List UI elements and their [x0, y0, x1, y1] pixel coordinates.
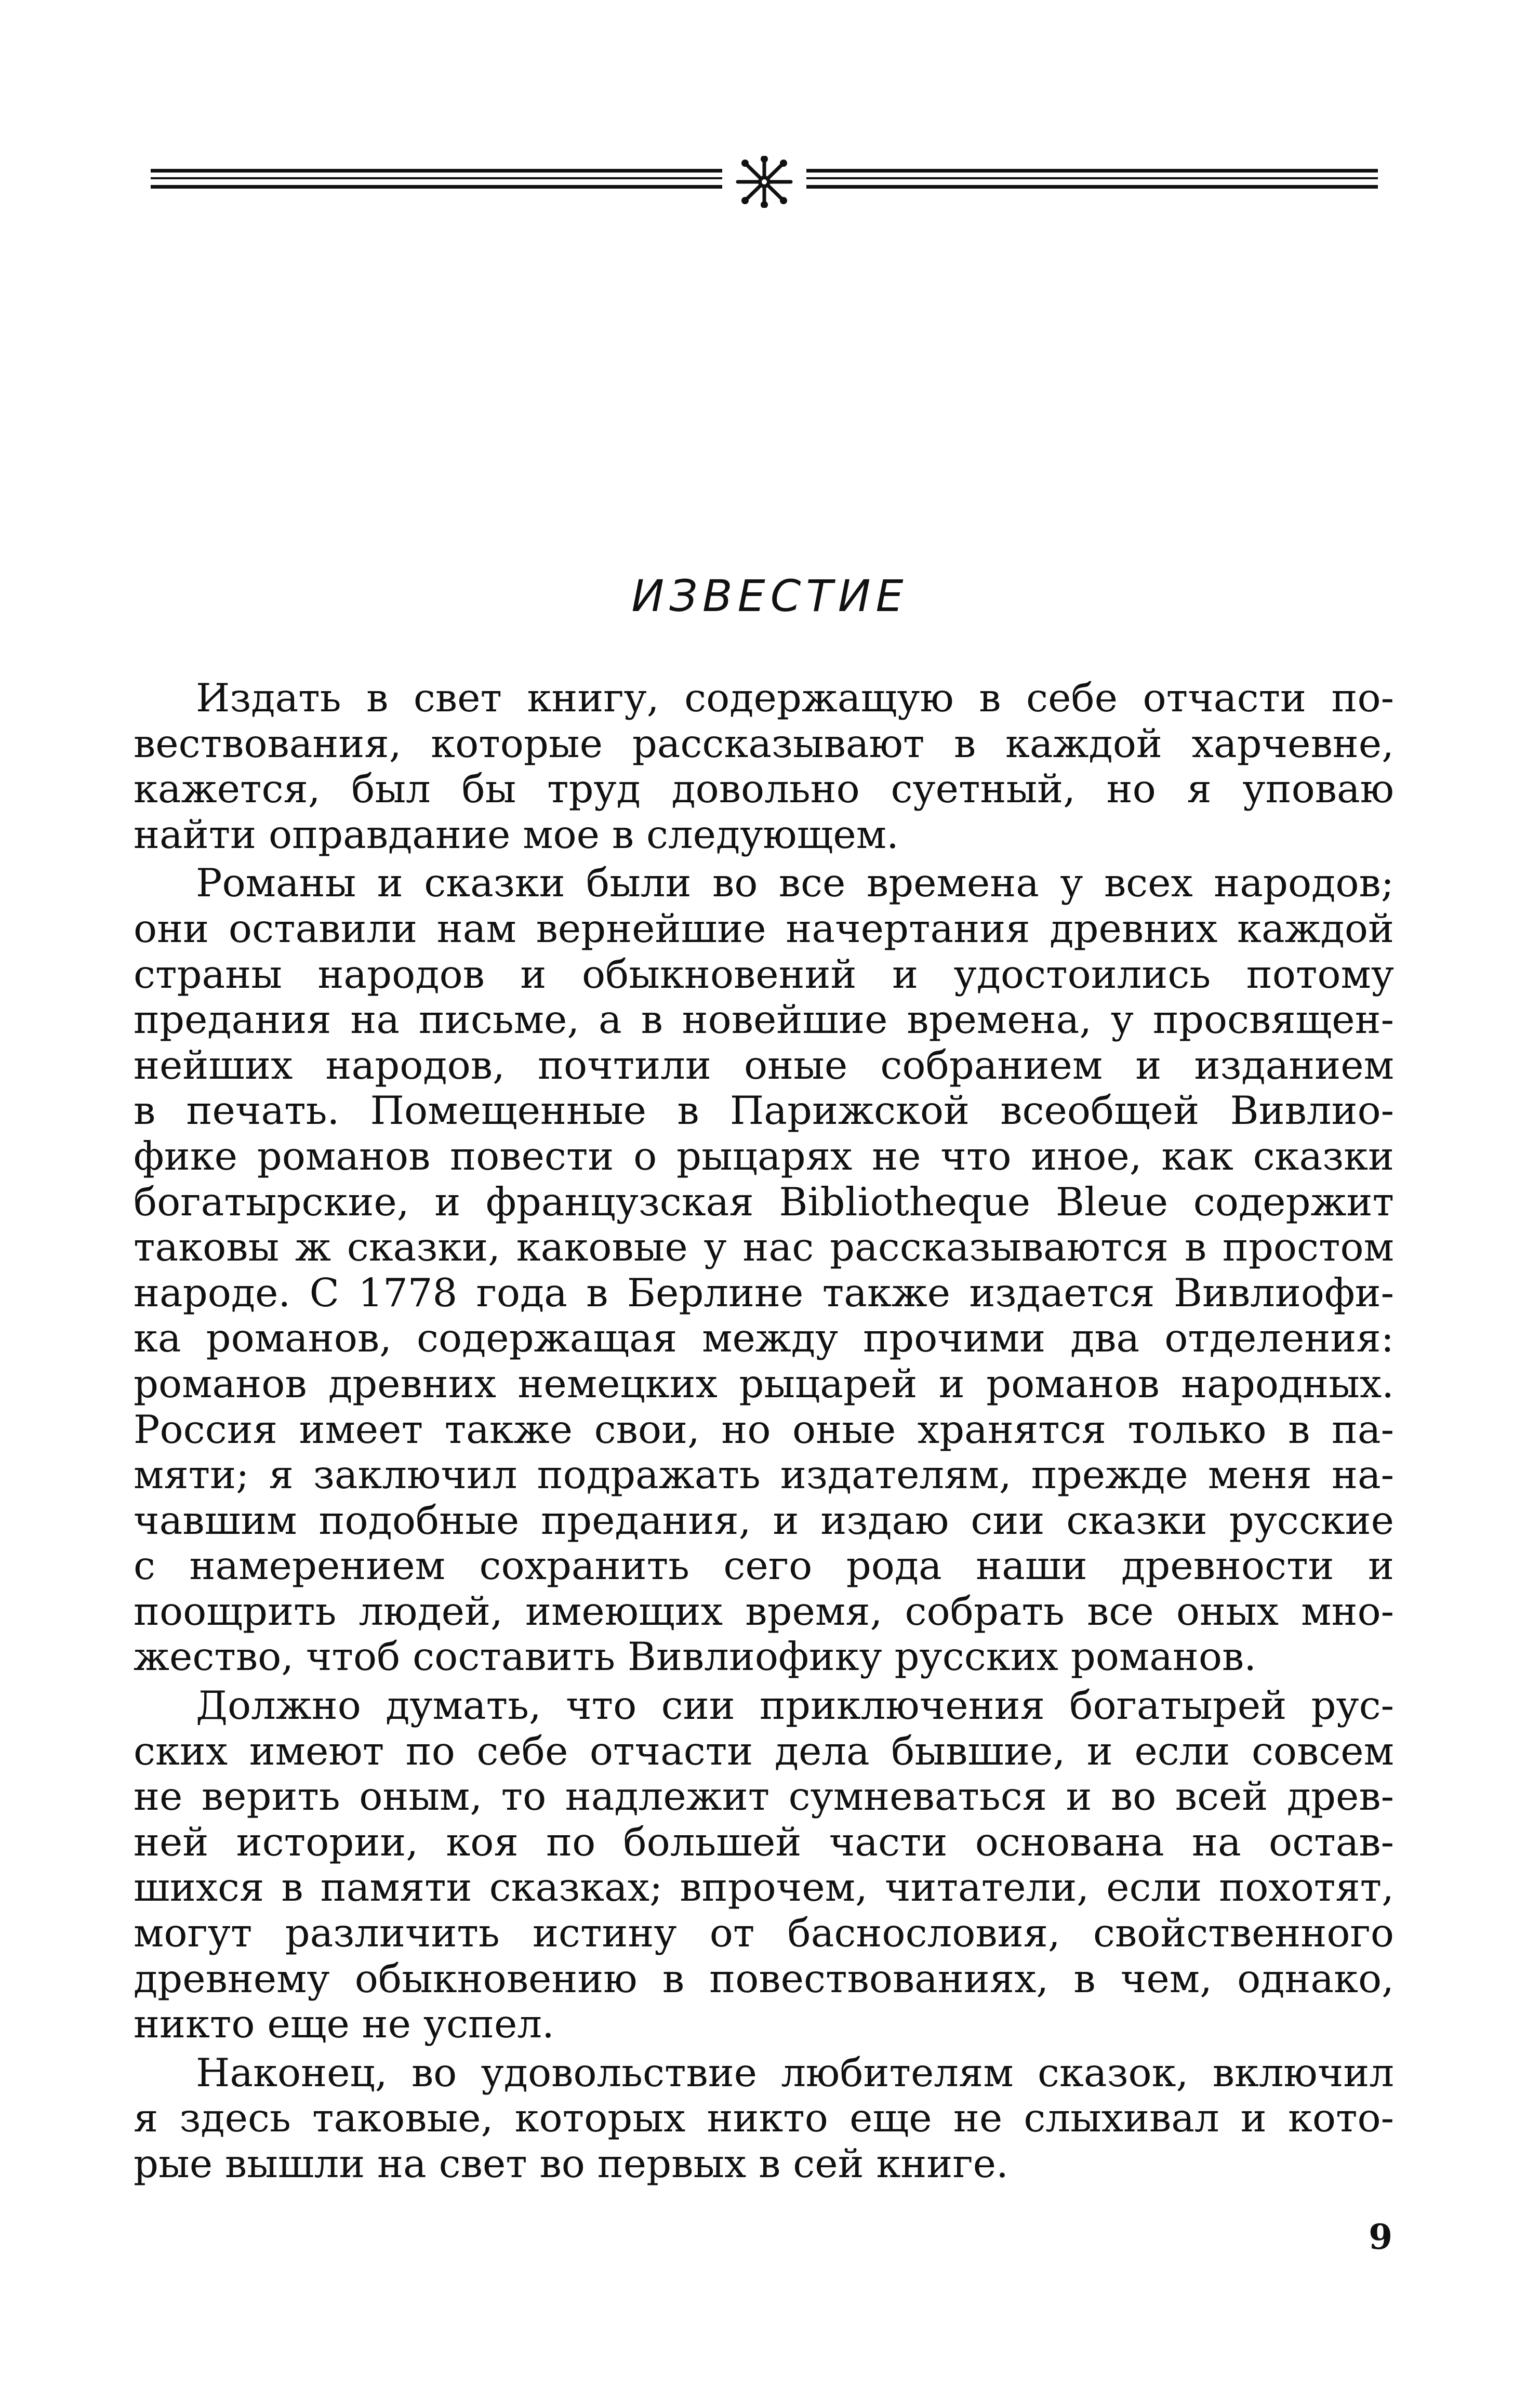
text-line: поощрить людей, имеющих время, собрать все оных мно- [134, 1588, 1394, 1634]
text-line: народе. С 1778 года в Берлине также издается Вивлиофи- [134, 1269, 1394, 1316]
text-line: найти оправдание мое в следующем. [134, 811, 899, 857]
text-line: Наконец, во удовольствие любителям сказок, включил [196, 2049, 1394, 2096]
text-line: предания на письме, а в новейшие времена, у просвящен- [134, 997, 1394, 1043]
text-line: с намерением сохранить сего рода наши древности и [134, 1543, 1394, 1589]
text-line: страны народов и обыкновений и удостоились потому [134, 951, 1394, 997]
text-line: Россия имеет также свои, но оные хранятся только в па- [134, 1406, 1394, 1452]
paragraph [134, 675, 1394, 857]
paragraph [134, 1683, 1394, 2047]
divider-rule [806, 177, 1378, 179]
text-line: таковы ж сказки, каковые у нас рассказываются в простом [134, 1224, 1394, 1270]
text-line: вествования, которые рассказывают в каждой харчевне, [134, 720, 1394, 766]
text-line: чавшим подобные предания, и издаю сии сказки русские [134, 1497, 1394, 1543]
text-line: романов древних немецких рыцарей и романов народных. [134, 1360, 1394, 1407]
text-line: рые вышли на свет во первых в сей книге. [134, 2141, 1008, 2186]
divider-rule [151, 177, 722, 179]
text-line: Романы и сказки были во все времена у всех народов; [196, 860, 1394, 906]
text-line: Издать в свет книгу, содержащую в себе отчасти по- [196, 675, 1394, 721]
ornamental-divider [151, 156, 1378, 208]
text-line: Должно думать, что сии приключения богатырей рус- [196, 1682, 1394, 1729]
text-line: никто еще не успел. [134, 2001, 554, 2047]
divider-rule [151, 169, 722, 173]
paragraph [134, 860, 1394, 1680]
divider-rule [806, 185, 1378, 189]
divider-rule [151, 185, 722, 189]
text-line: я здесь таковые, которых никто еще не слыхивал и кото- [134, 2095, 1394, 2141]
text-line: жество, чтоб составить Вивлиофику русских романов. [134, 1634, 1257, 1680]
text-line: кажется, был бы труд довольно суетный, но я уповаю [134, 766, 1394, 812]
divider-rule [806, 169, 1378, 173]
text-line: они оставили нам вернейшие начертания древних каждой [134, 905, 1394, 951]
text-line: мяти; я заключил подражать издателям, прежде меня на- [134, 1452, 1394, 1498]
text-line: ней истории, коя по большей части основана на остав- [134, 1819, 1394, 1865]
text-line: нейших народов, почтили оные собранием и изданием [134, 1042, 1394, 1088]
text-line: ских имеют по себе отчасти дела бывшие, и если совсем [134, 1728, 1394, 1774]
star-ornament-icon [726, 156, 802, 208]
text-line: древнему обыкновению в повествованиях, в чем, однако, [134, 1955, 1394, 2001]
text-line: могут различить истину от баснословия, свойственного [134, 1910, 1394, 1956]
text-line: ка романов, содержащая между прочими два отделения: [134, 1315, 1394, 1361]
text-line: богатырские, и французская Bibliotheque Bleue содержит [134, 1178, 1394, 1225]
paragraph [134, 2050, 1394, 2187]
text-line: шихся в памяти сказках; впрочем, читатели, если похотят, [134, 1864, 1394, 1911]
page-title: ИЗВЕСТИЕ [631, 571, 909, 621]
text-line: в печать. Помещенные в Парижской всеобщей Вивлио- [134, 1088, 1394, 1134]
text-line: не верить оным, то надлежит сумневаться и во всей древ- [134, 1773, 1394, 1820]
text-line: фике романов повести о рыцарях не что иное, как сказки [134, 1133, 1394, 1179]
page-number: 9 [1369, 2217, 1392, 2257]
body-text [134, 675, 1394, 2187]
